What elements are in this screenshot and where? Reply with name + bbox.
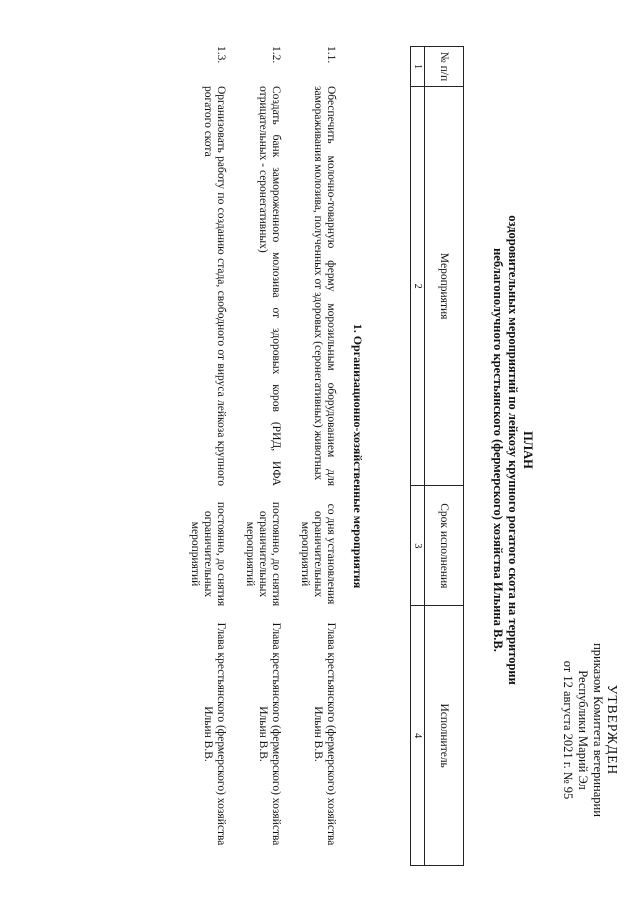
col-number-2: 2: [411, 86, 425, 485]
approval-line-1: приказом Комитета ветеринарии: [591, 643, 605, 817]
row-measure: Обеспечить молочно-товарную ферму морозильным оборудованием для замораживания молозива, полученных от здоровых (серонегативных) животных: [312, 86, 337, 486]
header-executor: Исполнитель: [425, 606, 464, 866]
row-term: постоянно, до снятия ограничительных мероприятий: [244, 501, 282, 607]
plan-body: [172, 46, 368, 866]
row-number: 1.3.: [215, 46, 227, 64]
table-row: [243, 46, 282, 866]
row-term: со дня установления ограничительных мероприятий: [299, 503, 337, 605]
row-number: 1.1.: [325, 46, 337, 64]
row-term: постоянно, до снятия ограничительных мероприятий: [189, 501, 227, 607]
table-row: [188, 46, 227, 866]
table-row: [298, 46, 337, 866]
row-executor: Глава крестьянского (фермерского) хозяйства Ильин В.В.: [312, 622, 337, 846]
approval-line-2: Республики Марий Эл: [576, 670, 590, 790]
plan-table: [410, 46, 464, 866]
row-executor: Глава крестьянского (фермерского) хозяйства Ильин В.В.: [202, 622, 227, 846]
header-term: Срок исполнения: [425, 486, 464, 606]
col-number-1: 1: [411, 47, 425, 87]
header-measure: Мероприятия: [425, 86, 464, 485]
section-title: 1. Организационно-хозяйственные мероприятия: [351, 323, 365, 589]
col-number-3: 3: [411, 486, 425, 606]
plan-title: [490, 110, 535, 790]
row-executor: Глава крестьянского (фермерского) хозяйства Ильин В.В.: [257, 622, 282, 846]
plan-title-line-1: ПЛАН: [521, 431, 535, 469]
approval-title: УТВЕРЖДЕН: [605, 684, 620, 776]
approval-block: [560, 600, 620, 860]
plan-title-line-3: неблагополучного крестьянского (фермерского) хозяйства Ильина В.В.: [491, 248, 505, 652]
plan-title-line-2: оздоровительных мероприятий по лейкозу крупного рогатого скота на территории: [506, 215, 520, 685]
header-num: № п/п: [425, 47, 464, 87]
approval-line-3: от 12 августа 2021 г. № 95: [561, 660, 575, 800]
column-number-row: [411, 47, 425, 866]
row-measure: Создать банк замороженного молозива от здоровых коров (РИД, ИФА отрицательных - серонегативных): [257, 86, 282, 486]
row-measure: Организовать работу по созданию стада, свободного от вируса лейкоза крупного рогатого скота: [202, 86, 227, 486]
row-number: 1.2.: [270, 46, 282, 64]
col-number-4: 4: [411, 606, 425, 866]
table-header-row: [425, 47, 464, 866]
